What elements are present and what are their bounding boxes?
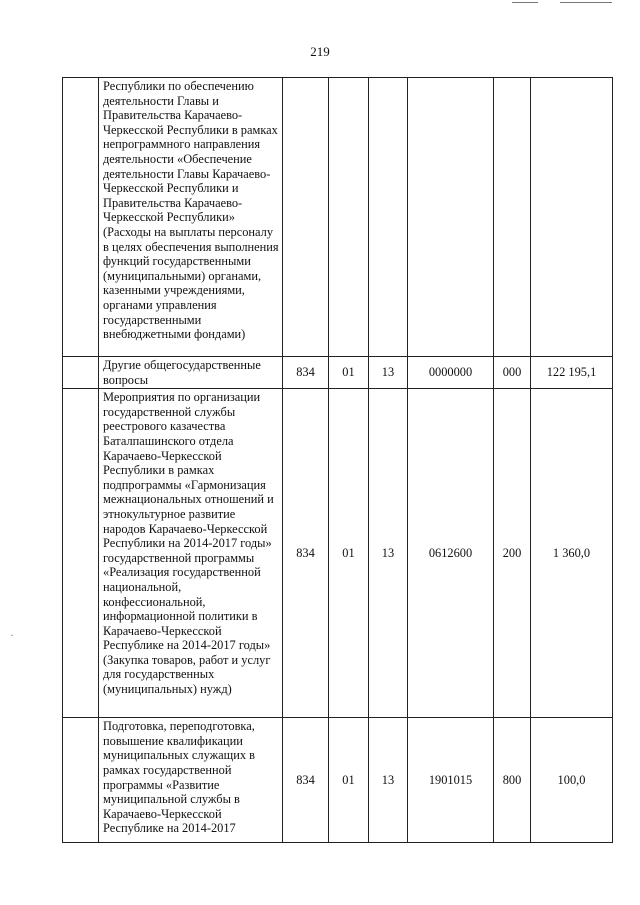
subsection-cell: 13: [369, 718, 408, 843]
description-cell: Мероприятия по организации государственной службы реестрового казачества Баталпашинского отдела Карачаево-Черкесской Республики в рамках подпрограммы «Гармонизация межнациональных отношений и этнокультурное развитие народов Карачаево-Черкесской Республики на 2014-2017 годы» государственной программы «Реализация государственной национальной, конфессиональной, информационной политики в Карачаево-Черкесской Республике на 2014-2017 годы» (Закупка товаров, работ и услуг для государственных (муниципальных) нужд): [99, 389, 283, 718]
subsection-cell: [369, 78, 408, 357]
row-number-cell: [63, 78, 99, 357]
section-cell: 01: [329, 357, 369, 389]
section-cell: [329, 78, 369, 357]
ministry-cell: 834: [283, 357, 329, 389]
scan-edge-rule: [512, 2, 538, 3]
section-cell: 01: [329, 718, 369, 843]
scan-edge-rule: [560, 2, 612, 3]
table-row: [63, 357, 613, 389]
table-row: [63, 78, 613, 357]
amount-cell: [531, 78, 613, 357]
description-cell: Республики по обеспечению деятельности Главы и Правительства Карачаево-Черкесской Республики в рамках непрограммного направления деятельности «Обеспечение деятельности Главы Карачаево-Черкесской Республики и Правительства Карачаево-Черкесской Республики» (Расходы на выплаты персоналу в целях обеспечения выполнения функций государственными (муниципальными) органами, казенными учреждениями, органами управления государственными внебюджетными фондами): [99, 78, 283, 357]
expense-type-cell: [494, 78, 531, 357]
subsection-cell: 13: [369, 389, 408, 718]
subsection-cell: 13: [369, 357, 408, 389]
amount-cell: 122 195,1: [531, 357, 613, 389]
target-article-cell: 0612600: [408, 389, 494, 718]
expense-type-cell: 200: [494, 389, 531, 718]
section-cell: 01: [329, 389, 369, 718]
budget-table: [62, 77, 613, 843]
ministry-cell: [283, 78, 329, 357]
page-number: 219: [310, 44, 330, 59]
table-row: [63, 389, 613, 718]
row-number-cell: [63, 357, 99, 389]
ministry-cell: 834: [283, 389, 329, 718]
amount-cell: 100,0: [531, 718, 613, 843]
scan-artifact: ·: [10, 628, 14, 642]
table-row: [63, 718, 613, 843]
amount-cell: 1 360,0: [531, 389, 613, 718]
expense-type-cell: 000: [494, 357, 531, 389]
row-number-cell: [63, 389, 99, 718]
description-cell: Подготовка, переподготовка, повышение квалификации муниципальных служащих в рамках государственной программы «Развитие муниципальной службы в Карачаево-Черкесской Республике на 2014-2017: [99, 718, 283, 843]
row-number-cell: [63, 718, 99, 843]
target-article-cell: [408, 78, 494, 357]
description-cell: Другие общегосударственные вопросы: [99, 357, 283, 389]
target-article-cell: 0000000: [408, 357, 494, 389]
expense-type-cell: 800: [494, 718, 531, 843]
target-article-cell: 1901015: [408, 718, 494, 843]
ministry-cell: 834: [283, 718, 329, 843]
